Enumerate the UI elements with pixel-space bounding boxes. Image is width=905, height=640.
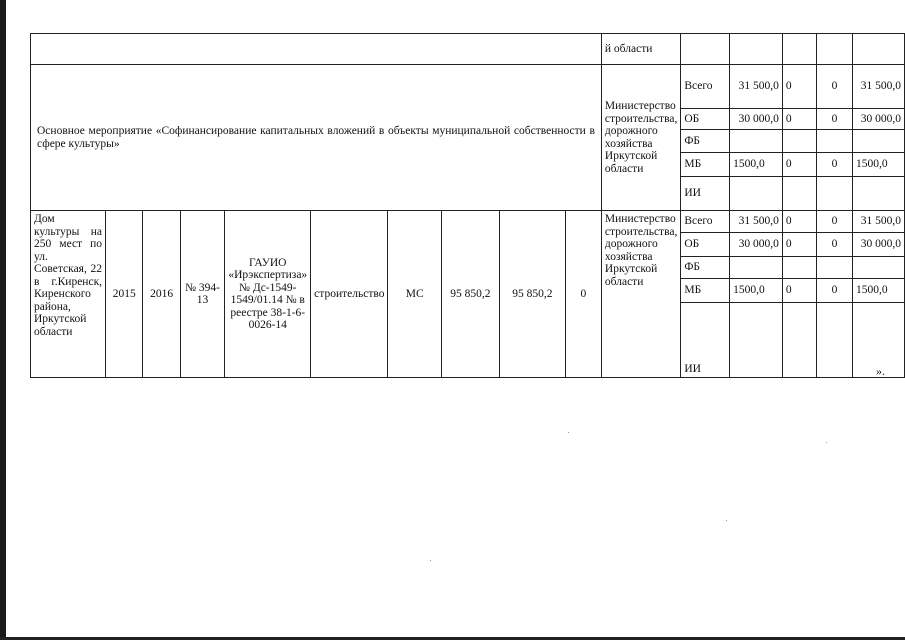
funding-year1: 0 — [782, 233, 816, 257]
funding-year2: 0 — [817, 211, 853, 233]
scan-speck — [430, 560, 431, 561]
funding-total — [730, 303, 783, 378]
continuation-blank — [31, 34, 602, 65]
object-name: Дом культуры на 250 мест по ул. Советская, 22 в г.Киренск, Киренского района, Иркутской области — [31, 211, 106, 378]
funding-year1: 0 — [782, 153, 816, 177]
funding-total — [730, 130, 783, 153]
object-completed: 0 — [565, 211, 601, 378]
funding-source: Всего — [681, 65, 730, 109]
funding-total: 30 000,0 — [730, 233, 783, 257]
funding-total — [730, 257, 783, 279]
object-estimated-cost: 95 850,2 — [441, 211, 499, 378]
object-remaining-cost: 95 850,2 — [499, 211, 565, 378]
funding-total: 31 500,0 — [730, 65, 783, 109]
funding-year3: 30 000,0 — [853, 233, 905, 257]
object-end-year: 2016 — [143, 211, 180, 378]
funding-year1 — [782, 130, 816, 153]
scan-speck — [826, 442, 827, 443]
continuation-ministry: й области — [601, 34, 680, 65]
funding-source: МБ — [681, 279, 730, 303]
object-expertise: ГАУИО «Ирэкспертиза» № Дс-1549-1549/01.14 № в реестре 38-1-6-0026-14 — [225, 211, 311, 378]
scan-speck — [726, 520, 727, 521]
funding-year1 — [782, 257, 816, 279]
funding-year1: 0 — [782, 65, 816, 109]
funding-year3 — [853, 130, 905, 153]
funding-year3: 1500,0 — [853, 279, 905, 303]
funding-year2: 0 — [817, 109, 853, 130]
funding-source: Всего — [681, 211, 730, 233]
main-event-ministry: Министерство строительства, дорожного хозяйства Иркутской области — [601, 65, 680, 211]
funding-year2: 0 — [817, 279, 853, 303]
funding-source: ФБ — [681, 130, 730, 153]
cell — [782, 34, 816, 65]
cell — [681, 34, 730, 65]
cell — [730, 34, 783, 65]
funding-year3: 1500,0 — [853, 153, 905, 177]
funding-year3: 31 500,0 — [853, 65, 905, 109]
funding-year2: 0 — [817, 233, 853, 257]
funding-year1: 0 — [782, 109, 816, 130]
closing-quote-mark: ». — [876, 364, 885, 378]
scan-speck — [568, 432, 569, 433]
funding-year1 — [782, 303, 816, 378]
funding-year2: 0 — [817, 65, 853, 109]
funding-year3 — [853, 257, 905, 279]
funding-year3: 30 000,0 — [853, 109, 905, 130]
funding-total: 31 500,0 — [730, 211, 783, 233]
funding-total: 30 000,0 — [730, 109, 783, 130]
funding-source: ИИ — [681, 303, 730, 378]
funding-year3: 31 500,0 — [853, 211, 905, 233]
funding-year2: 0 — [817, 153, 853, 177]
object-start-year: 2015 — [106, 211, 143, 378]
funding-year2 — [817, 177, 853, 211]
funding-source: МБ — [681, 153, 730, 177]
funding-source: ИИ — [681, 177, 730, 211]
funding-year2 — [817, 303, 853, 378]
funding-source: ОБ — [681, 109, 730, 130]
object-unit: МС — [388, 211, 442, 378]
main-event-row-total — [31, 65, 905, 109]
funding-year2 — [817, 257, 853, 279]
main-event-description: Основное мероприятие «Софинансирование капитальных вложений в объекты муниципальной собственности в сфере культуры» — [31, 65, 602, 211]
funding-total — [730, 177, 783, 211]
object-ministry: Министерство строительства, дорожного хозяйства Иркутской области — [601, 211, 680, 378]
funding-year2 — [817, 130, 853, 153]
object-row-total — [31, 211, 905, 233]
scan-left-edge — [0, 0, 6, 640]
cell — [817, 34, 853, 65]
funding-source: ФБ — [681, 257, 730, 279]
funding-year1: 0 — [782, 211, 816, 233]
funding-source: ОБ — [681, 233, 730, 257]
funding-year3 — [853, 177, 905, 211]
object-work-type: строительство — [311, 211, 388, 378]
funding-total: 1500,0 — [730, 279, 783, 303]
continuation-row — [31, 34, 905, 65]
program-table — [30, 33, 905, 378]
funding-year1: 0 — [782, 279, 816, 303]
funding-total: 1500,0 — [730, 153, 783, 177]
cell — [853, 34, 905, 65]
funding-year1 — [782, 177, 816, 211]
object-document-number: № 394-13 — [180, 211, 225, 378]
